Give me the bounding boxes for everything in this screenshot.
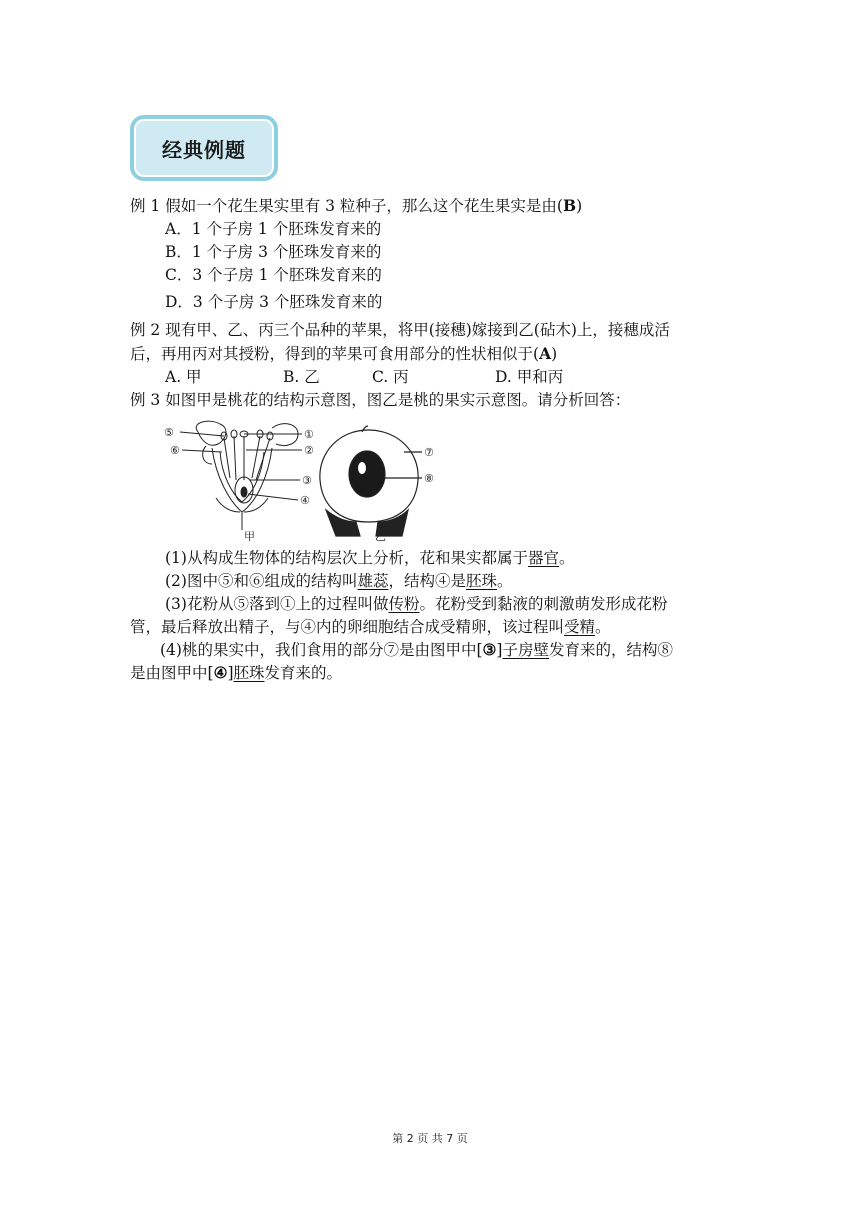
ex3-intro: 例 3 如图甲是桃花的结构示意图，图乙是桃的果实示意图。请分析回答： bbox=[130, 391, 631, 409]
caption-left: 甲 bbox=[244, 530, 255, 543]
ex3-q3-answer1: 传粉 bbox=[388, 595, 420, 613]
ex2-option-c: C. 丙 bbox=[372, 368, 409, 386]
ex1-option-a: A．1 个子房 1 个胚珠发育来的 bbox=[165, 220, 382, 238]
ex1-answer: B bbox=[562, 196, 577, 215]
ex3-q2: (2)图中⑤和⑥组成的结构叫雄蕊，结构④是胚珠。 bbox=[165, 572, 513, 590]
ex3-q4-answer2: 胚珠 bbox=[233, 664, 265, 682]
label-5: ⑤ bbox=[164, 426, 174, 439]
ex1-option-d: D．3 个子房 3 个胚珠发育来的 bbox=[165, 293, 383, 311]
ex3-q4-line1: (4)桃的果实中，我们食用的部分⑦是由图甲中[③]子房壁发育来的，结构⑧ bbox=[160, 640, 674, 659]
label-2: ② bbox=[304, 444, 314, 457]
label-8: ⑧ bbox=[424, 472, 434, 485]
ex1-question: 例 1 假如一个花生果实里有 3 粒种子，那么这个花生果实是由(B) bbox=[130, 196, 583, 215]
ex2-option-d: D. 甲和丙 bbox=[495, 368, 564, 386]
ex2-question-line1: 例 2 现有甲、乙、丙三个品种的苹果，将甲(接穗)嫁接到乙(砧木)上，接穗成活 bbox=[130, 321, 670, 339]
ex2-option-b: B. 乙 bbox=[283, 368, 320, 386]
caption-right: 乙 bbox=[375, 530, 386, 543]
peach-flower-diagram bbox=[180, 421, 302, 530]
ex3-q2-answer2: 胚珠 bbox=[466, 572, 498, 590]
peach-fruit-diagram bbox=[320, 426, 422, 536]
ex2-option-a: A. 甲 bbox=[165, 368, 202, 386]
label-4: ④ bbox=[300, 494, 310, 507]
ex3-q4-line2: 是由图甲中[④]胚珠发育来的。 bbox=[130, 663, 343, 682]
ex3-q4-answer1: 子房壁 bbox=[502, 641, 549, 659]
page-footer: 第 2 页 共 7 页 bbox=[392, 1132, 468, 1145]
label-3: ③ bbox=[302, 474, 312, 487]
section-title: 经典例题 bbox=[162, 137, 246, 162]
ex2-question-line2: 后，再用丙对其授粉，得到的苹果可食用部分的性状相似于(A) bbox=[130, 344, 558, 363]
label-1: ① bbox=[304, 428, 314, 441]
flower-fruit-figure bbox=[160, 418, 450, 543]
section-title-box bbox=[130, 115, 278, 181]
ex3-q3-line1: (3)花粉从⑤落到①上的过程叫做传粉。花粉受到黏液的刺激萌发形成花粉 bbox=[165, 595, 668, 613]
ex3-q3-line2: 管，最后释放出精子，与④内的卵细胞结合成受精卵，该过程叫受精。 bbox=[130, 618, 611, 636]
ex2-answer: A bbox=[539, 344, 552, 363]
ex1-option-b: B．1 个子房 3 个胚珠发育来的 bbox=[165, 243, 382, 261]
ex3-q1-answer: 器官 bbox=[527, 549, 559, 567]
label-7: ⑦ bbox=[424, 446, 434, 459]
ex1-option-c: C．3 个子房 1 个胚珠发育来的 bbox=[165, 266, 382, 284]
ex3-q2-answer1: 雄蕊 bbox=[357, 572, 389, 590]
ex3-q3-answer2: 受精 bbox=[564, 618, 596, 636]
label-6: ⑥ bbox=[170, 444, 180, 457]
ex3-q1: (1)从构成生物体的结构层次上分析，花和果实都属于器官。 bbox=[165, 549, 575, 567]
